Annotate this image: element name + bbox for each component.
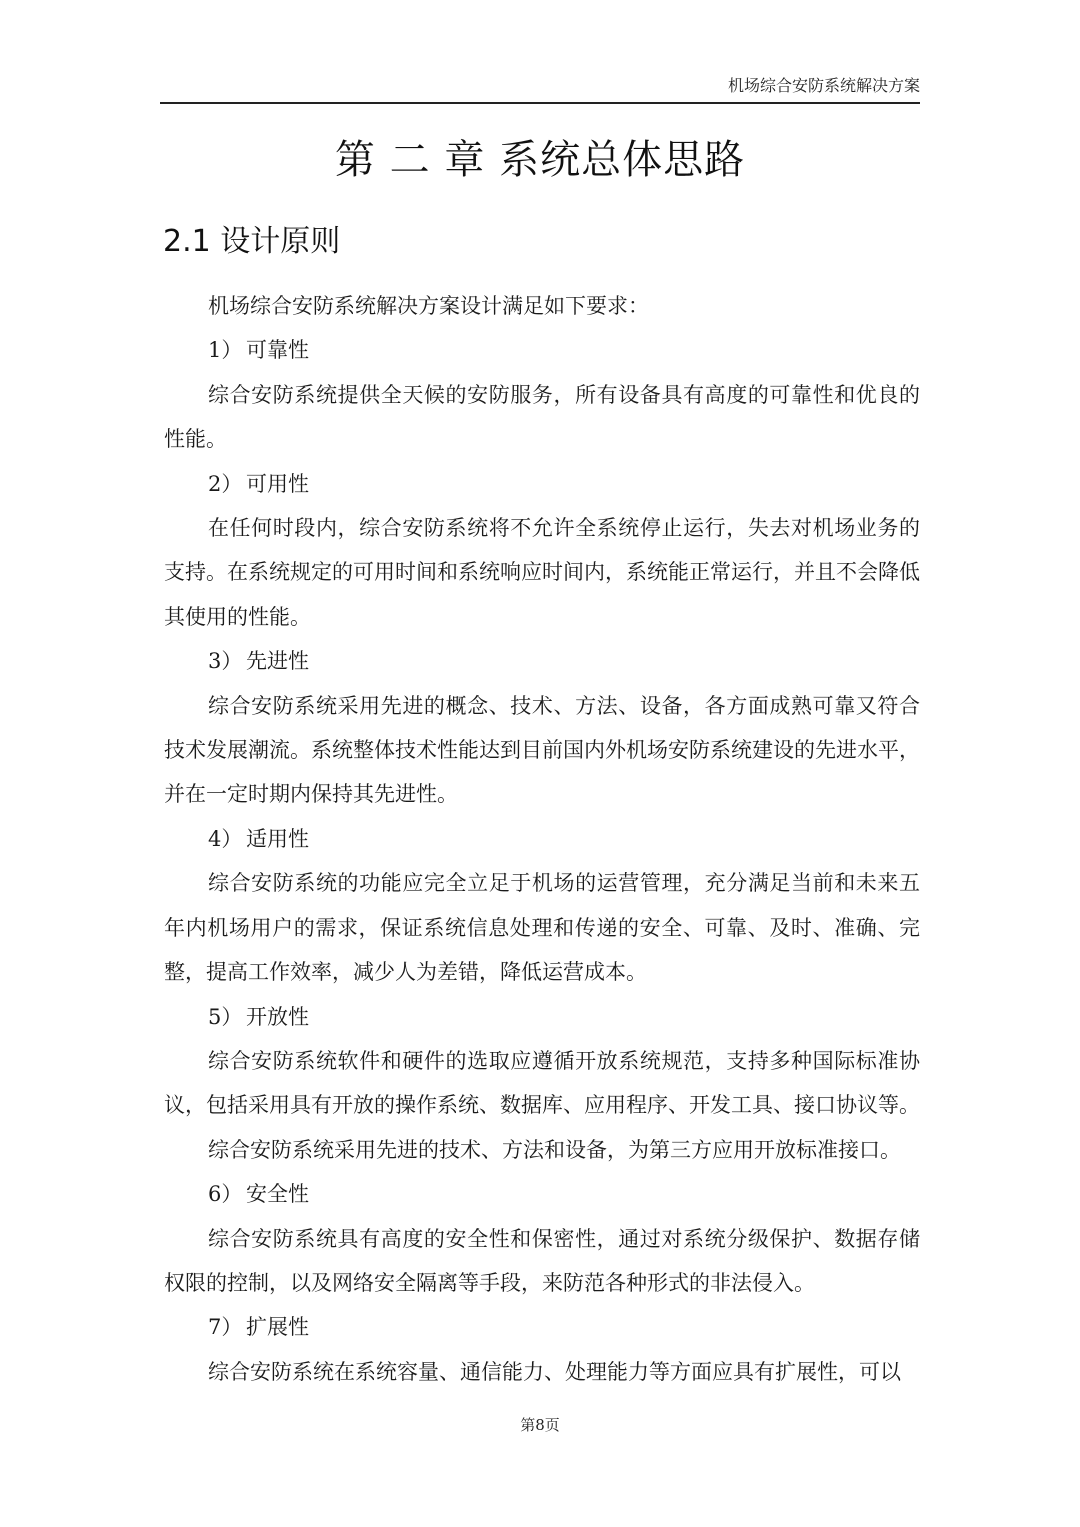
principle-paragraph: 综合安防系统具有高度的安全性和保密性，通过对系统分级保护、数据存储权限的控制，以及网络安全隔离等手段，来防范各种形式的非法侵入。	[164, 1226, 920, 1295]
principle-heading-openness	[164, 995, 920, 1039]
chapter-title: 第 二 章 系统总体思路	[334, 137, 746, 183]
principle-number: 3）	[208, 649, 243, 674]
section-title: 2.1 设计原则	[163, 224, 341, 259]
intro-paragraph: 机场综合安防系统解决方案设计满足如下要求：	[208, 294, 649, 318]
principle-number: 6）	[208, 1182, 243, 1207]
principle-number: 5）	[208, 1004, 243, 1029]
principle-name: 适用性	[246, 826, 309, 851]
document-body	[164, 284, 920, 1394]
principle-paragraph: 综合安防系统采用先进的技术、方法和设备，为第三方应用开放标准接口。	[208, 1137, 901, 1162]
principle-number: 2）	[208, 471, 243, 496]
principle-paragraph: 综合安防系统在系统容量、通信能力、处理能力等方面应具有扩展性，可以	[208, 1359, 901, 1384]
principle-paragraph: 综合安防系统软件和硬件的选取应遵循开放系统规范，支持多种国际标准协议，包括采用具有开放的操作系统、数据库、应用程序、开发工具、接口协议等。	[164, 1048, 920, 1118]
page-number: 第8页	[520, 1416, 560, 1434]
principle-heading-applicability	[164, 817, 920, 861]
principle-name: 可用性	[246, 471, 309, 496]
principle-heading-advancement	[164, 639, 920, 683]
principle-number: 7）	[208, 1315, 243, 1340]
principle-heading-scalability	[164, 1305, 920, 1349]
principle-paragraph: 在任何时段内，综合安防系统将不允许全系统停止运行，失去对机场业务的支持。在系统规定的可用时间和系统响应时间内，系统能正常运行，并且不会降低其使用的性能。	[164, 516, 920, 629]
principle-paragraph: 综合安防系统的功能应完全立足于机场的运营管理，充分满足当前和未来五年内机场用户的需求，保证系统信息处理和传递的安全、可靠、及时、准确、完整，提高工作效率，减少人为差错，降低运营成本。	[164, 871, 920, 985]
principle-name: 可靠性	[246, 338, 309, 363]
principle-name: 先进性	[246, 649, 309, 674]
page-header	[160, 74, 920, 104]
principle-heading-availability	[164, 462, 920, 506]
principle-paragraph: 综合安防系统采用先进的概念、技术、方法、设备，各方面成熟可靠又符合技术发展潮流。系统整体技术性能达到目前国内外机场安防系统建设的先进水平，并在一定时期内保持其先进性。	[164, 693, 920, 807]
principle-paragraph: 综合安防系统提供全天候的安防服务，所有设备具有高度的可靠性和优良的性能。	[164, 382, 920, 452]
principle-number: 1）	[208, 338, 243, 363]
principle-name: 安全性	[246, 1182, 309, 1207]
principle-name: 开放性	[246, 1004, 309, 1029]
principle-heading-reliability	[164, 328, 920, 372]
principle-name: 扩展性	[246, 1315, 309, 1340]
header-title: 机场综合安防系统解决方案	[727, 76, 920, 95]
principle-number: 4）	[208, 826, 243, 851]
principle-heading-security	[164, 1172, 920, 1216]
